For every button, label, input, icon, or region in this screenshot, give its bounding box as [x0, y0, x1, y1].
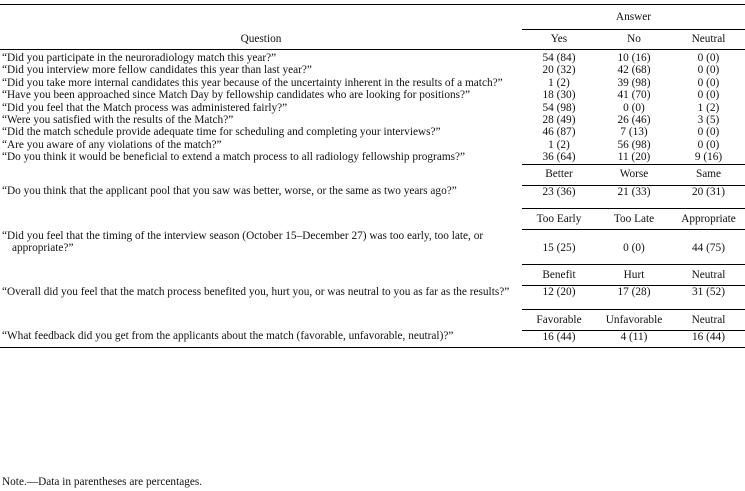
- table-row: [0, 126, 745, 138]
- answer-header: Answer: [522, 11, 745, 30]
- question-text: “Did you participate in the neuroradiology match this year?”: [2, 52, 277, 64]
- table-row: [0, 151, 745, 164]
- yes-value: 54 (84): [542, 52, 576, 64]
- option-label: Same: [672, 164, 745, 185]
- table-row: [0, 139, 745, 151]
- table-row: [0, 89, 745, 101]
- option-value: 17 (28): [617, 286, 651, 299]
- option-label: Unfavorable: [596, 309, 672, 330]
- subheader-row: [0, 164, 745, 185]
- option-label: Better: [522, 164, 596, 185]
- question-text: “Were you satisfied with the results of the Match?”: [2, 114, 234, 127]
- no-value: 56 (98): [617, 138, 651, 151]
- no-value: 10 (16): [617, 52, 651, 64]
- question-text: “Did you feel that the timing of the interview season (October 15–December 27) was too early, too late, or appropriate?”: [2, 229, 484, 254]
- no-value: 39 (98): [617, 76, 651, 89]
- option-label: Appropriate: [672, 209, 745, 230]
- no-value: 42 (68): [617, 64, 651, 77]
- no-value: 0 (0): [623, 101, 645, 114]
- no-value: 26 (46): [617, 114, 651, 127]
- subheader-row: [0, 265, 745, 286]
- no-value: 41 (70): [617, 89, 651, 102]
- table-row: [0, 286, 745, 299]
- option-label: Benefit: [522, 265, 596, 286]
- question-text: “Overall did you feel that the match process benefited you, hurt you, or was neutral to you as far as the results?”: [2, 285, 510, 298]
- table-row: [0, 330, 745, 343]
- question-text: “Did the match schedule provide adequate time for scheduling and completing your interviews?”: [2, 126, 441, 139]
- question-text: “Do you think that the applicant pool that you saw was better, worse, or the same as two years ago?”: [2, 185, 457, 198]
- neutral-value: 0 (0): [697, 138, 720, 151]
- option-value: 15 (25): [542, 241, 576, 254]
- neutral-value: 0 (0): [697, 89, 720, 102]
- table-footnote: Note.—Data in parentheses are percentages.: [2, 476, 203, 488]
- table-row: [0, 64, 745, 76]
- survey-results-table: [0, 4, 745, 348]
- header-row-columns: [0, 30, 745, 50]
- yes-value: 46 (87): [542, 126, 576, 139]
- neutral-value: 0 (0): [697, 76, 720, 89]
- yes-value: 18 (30): [542, 89, 576, 102]
- neutral-header: Neutral: [672, 30, 745, 50]
- option-label: Neutral: [672, 265, 745, 286]
- neutral-value: 9 (16): [694, 151, 723, 164]
- yes-value: 1 (2): [548, 76, 570, 89]
- table-row: [0, 230, 745, 255]
- option-value: 21 (33): [617, 185, 651, 198]
- option-value: 23 (36): [542, 185, 576, 198]
- yes-value: 54 (98): [542, 101, 576, 114]
- option-value: 12 (20): [542, 286, 576, 299]
- question-text: “Did you feel that the Match process was administered fairly?”: [2, 101, 288, 114]
- option-label: Too Late: [596, 209, 672, 230]
- option-value: 16 (44): [692, 330, 725, 343]
- neutral-value: 0 (0): [697, 64, 720, 77]
- question-text: “Are you aware of any violations of the match?”: [2, 138, 222, 151]
- option-value: 20 (31): [692, 185, 725, 198]
- option-value: 0 (0): [623, 241, 645, 254]
- option-label: Hurt: [596, 265, 672, 286]
- table-row: [0, 77, 745, 89]
- option-value: 16 (44): [542, 330, 576, 343]
- yes-value: 36 (64): [542, 151, 576, 164]
- table-row: [0, 114, 745, 126]
- question-text: “Do you think it would be beneficial to extend a match process to all radiology fellowship programs?”: [2, 151, 466, 164]
- neutral-value: 1 (2): [697, 101, 720, 114]
- option-value: 31 (52): [692, 286, 725, 299]
- table-row: [0, 50, 745, 65]
- question-text: “Did you take more internal candidates this year because of the uncertainty inherent in the results of a match?”: [2, 76, 503, 89]
- neutral-value: 0 (0): [697, 126, 720, 139]
- question-text: “Have you been approached since Match Day by fellowship candidates who are looking for positions?”: [2, 89, 471, 102]
- subheader-row: [0, 309, 745, 330]
- option-label: Favorable: [522, 309, 596, 330]
- yes-header: Yes: [522, 30, 596, 50]
- yes-value: 20 (32): [542, 64, 576, 77]
- question-text: “Did you interview more fellow candidates this year than last year?”: [2, 64, 312, 77]
- no-value: 7 (13): [620, 126, 648, 139]
- option-value: 4 (11): [620, 330, 648, 343]
- header-row-answer: [0, 11, 745, 30]
- option-value: 44 (75): [692, 241, 725, 254]
- table-row: [0, 185, 745, 198]
- question-text: “What feedback did you get from the applicants about the match (favorable, unfavorable, neutral)?”: [2, 330, 454, 343]
- no-header: No: [596, 30, 672, 50]
- neutral-value: 3 (5): [697, 114, 720, 127]
- yes-value: 28 (49): [542, 114, 576, 127]
- option-label: Too Early: [522, 209, 596, 230]
- no-value: 11 (20): [617, 151, 651, 164]
- option-label: Worse: [596, 164, 672, 185]
- option-label: Neutral: [672, 309, 745, 330]
- neutral-value: 0 (0): [697, 52, 720, 64]
- question-header: Question: [0, 30, 522, 50]
- yes-value: 1 (2): [548, 138, 570, 151]
- subheader-row: [0, 209, 745, 230]
- table-row: [0, 102, 745, 114]
